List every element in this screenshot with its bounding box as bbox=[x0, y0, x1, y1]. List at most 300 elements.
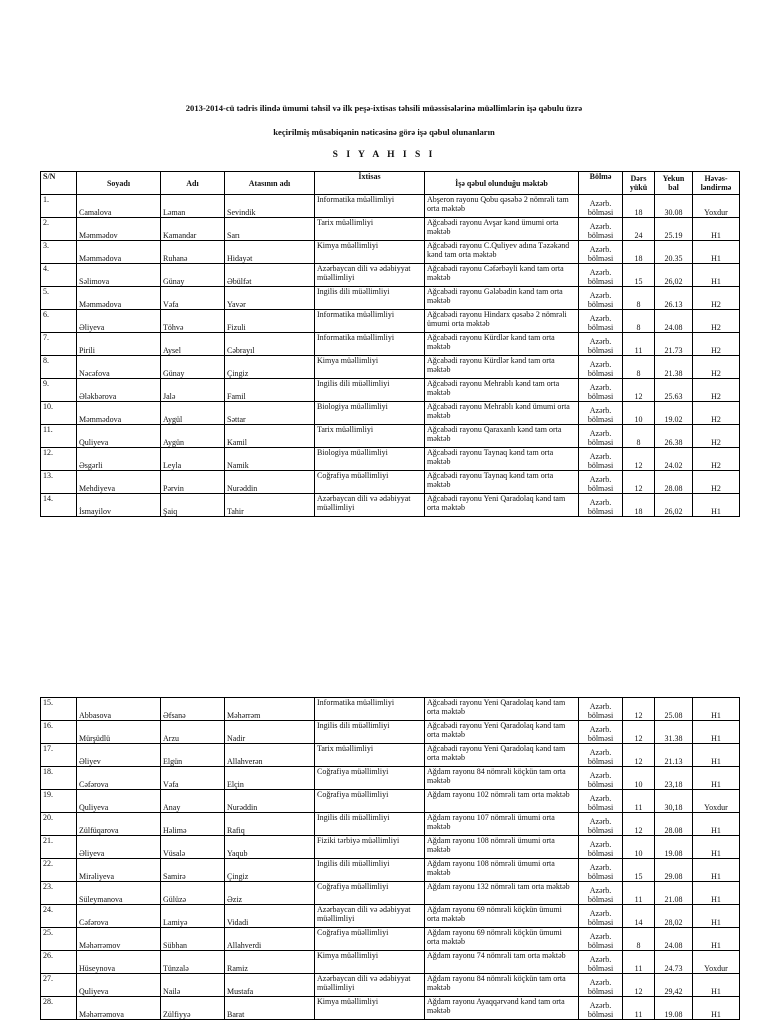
cell-sn: 1. bbox=[41, 195, 77, 218]
table-row bbox=[41, 721, 740, 744]
cell-mekteb: Ağcabədi rayonu Gələbədin kənd tam orta məktəb bbox=[425, 287, 579, 310]
cell-soyad: Məmmədova bbox=[77, 402, 161, 425]
cell-bolme-line-1: Azərb. bbox=[589, 748, 612, 757]
cell-bolme-line-1: Azərb. bbox=[589, 817, 612, 826]
table-row bbox=[41, 402, 740, 425]
cell-sn: 9. bbox=[41, 379, 77, 402]
cell-bolme-line-1: Azərb. bbox=[589, 909, 612, 918]
cell-bolme-line-1: Azərb. bbox=[589, 955, 612, 964]
cell-bolme bbox=[579, 241, 623, 264]
cell-ders: 15 bbox=[623, 859, 655, 882]
cell-heves: H1 bbox=[693, 698, 740, 721]
cell-sn: 12. bbox=[41, 448, 77, 471]
table-row bbox=[41, 882, 740, 905]
cell-heves: Yoxdur bbox=[693, 951, 740, 974]
cell-mekteb: Ağcabədi rayonu Cəfərbəyli kənd tam orta məktəb bbox=[425, 264, 579, 287]
cell-soyad: Əliyev bbox=[77, 744, 161, 767]
cell-ata: Barat bbox=[225, 997, 315, 1020]
cell-soyad: Quliyeva bbox=[77, 974, 161, 997]
cell-ad: Samirə bbox=[161, 859, 225, 882]
cell-bal: 24.73 bbox=[655, 951, 693, 974]
cell-ders: 10 bbox=[623, 767, 655, 790]
cell-ixtisas: Azərbaycan dili və ədəbiyyat müəllimliyi bbox=[315, 974, 425, 997]
cell-mekteb: Ağcabədi rayonu Yeni Qaradolaq kənd tam orta məktəb bbox=[425, 494, 579, 517]
cell-mekteb: Abşeron rayonu Qobu qəsəbə 2 nömrəli tam orta məktəb bbox=[425, 195, 579, 218]
cell-soyad: Əliyeva bbox=[77, 310, 161, 333]
cell-soyad: Quliyeva bbox=[77, 790, 161, 813]
cell-heves: H1 bbox=[693, 859, 740, 882]
cell-mekteb: Ağcabədi rayonu Hindarx qəsəbə 2 nömrəli ümumi orta məktəb bbox=[425, 310, 579, 333]
cell-ders: 8 bbox=[623, 310, 655, 333]
cell-sn: 27. bbox=[41, 974, 77, 997]
cell-heves: H2 bbox=[693, 471, 740, 494]
cell-bolme-line-2: bölməsi bbox=[587, 734, 614, 743]
cell-ata: Çingiz bbox=[225, 859, 315, 882]
cell-ders: 8 bbox=[623, 287, 655, 310]
cell-soyad: Hüseynova bbox=[77, 951, 161, 974]
cell-bolme bbox=[579, 859, 623, 882]
cell-ata: Allahverdi bbox=[225, 928, 315, 951]
cell-mekteb: Ağcabədi rayonu Mehrablı kənd tam orta məktəb bbox=[425, 379, 579, 402]
table-row bbox=[41, 790, 740, 813]
cell-bolme-line-2: bölməsi bbox=[587, 987, 614, 996]
cell-sn: 23. bbox=[41, 882, 77, 905]
cell-bolme-line-1: Azərb. bbox=[589, 406, 612, 415]
cell-soyad: Məhərrəmova bbox=[77, 997, 161, 1020]
cell-ixtisas: Fiziki tərbiyə müəllimliyi bbox=[315, 836, 425, 859]
table-row bbox=[41, 767, 740, 790]
table-header-row bbox=[41, 172, 740, 195]
cell-bolme-line-1: Azərb. bbox=[589, 840, 612, 849]
cell-soyad: Cəfərova bbox=[77, 905, 161, 928]
cell-heves: H1 bbox=[693, 813, 740, 836]
cell-heves: H2 bbox=[693, 402, 740, 425]
cell-ad: Töhvə bbox=[161, 310, 225, 333]
col-header-yekun bbox=[655, 172, 693, 195]
cell-ata: Sarı bbox=[225, 218, 315, 241]
cell-sn: 28. bbox=[41, 997, 77, 1020]
cell-ders: 15 bbox=[623, 264, 655, 287]
table-row bbox=[41, 698, 740, 721]
cell-bolme bbox=[579, 974, 623, 997]
cell-ata: Namik bbox=[225, 448, 315, 471]
cell-soyad: Məhərrəmov bbox=[77, 928, 161, 951]
cell-bolme-line-1: Azərb. bbox=[589, 314, 612, 323]
cell-bal: 26,02 bbox=[655, 264, 693, 287]
cell-sn: 8. bbox=[41, 356, 77, 379]
cell-soyad: Nəcəfova bbox=[77, 356, 161, 379]
cell-bolme-line-2: bölməsi bbox=[587, 461, 614, 470]
cell-ata: Ramiz bbox=[225, 951, 315, 974]
cell-bolme bbox=[579, 218, 623, 241]
cell-ata: Məhərrəm bbox=[225, 698, 315, 721]
cell-ad: Əfsanə bbox=[161, 698, 225, 721]
cell-bolme-line-2: bölməsi bbox=[587, 392, 614, 401]
cell-bolme-line-2: bölməsi bbox=[587, 1010, 614, 1019]
cell-bolme bbox=[579, 402, 623, 425]
cell-sn: 17. bbox=[41, 744, 77, 767]
cell-bolme-line-2: bölməsi bbox=[587, 346, 614, 355]
cell-ixtisas: Ingilis dili müəllimliyi bbox=[315, 287, 425, 310]
cell-soyad: Mirəliyeva bbox=[77, 859, 161, 882]
cell-bolme-line-1: Azərb. bbox=[589, 245, 612, 254]
cell-sn: 24. bbox=[41, 905, 77, 928]
cell-bolme-line-2: bölməsi bbox=[587, 872, 614, 881]
cell-ixtisas: Informatika müəllimliyi bbox=[315, 333, 425, 356]
table-row bbox=[41, 264, 740, 287]
cell-bolme-line-1: Azərb. bbox=[589, 475, 612, 484]
cell-bolme bbox=[579, 813, 623, 836]
cell-bolme bbox=[579, 471, 623, 494]
cell-heves: H1 bbox=[693, 836, 740, 859]
cell-ixtisas: Kimya müəllimliyi bbox=[315, 356, 425, 379]
cell-sn: 3. bbox=[41, 241, 77, 264]
cell-bal: 28.08 bbox=[655, 813, 693, 836]
cell-ixtisas: Azərbaycan dili və ədəbiyyat müəllimliyi bbox=[315, 494, 425, 517]
cell-bolme-line-2: bölməsi bbox=[587, 484, 614, 493]
cell-bal: 19.08 bbox=[655, 997, 693, 1020]
cell-bolme-line-2: bölməsi bbox=[587, 369, 614, 378]
cell-bolme-line-1: Azərb. bbox=[589, 932, 612, 941]
cell-ad: Aygün bbox=[161, 425, 225, 448]
cell-bolme bbox=[579, 379, 623, 402]
cell-ders: 18 bbox=[623, 195, 655, 218]
cell-bal: 25.08 bbox=[655, 698, 693, 721]
cell-mekteb: Ağdam rayonu 74 nömrəli tam orta məktəb bbox=[425, 951, 579, 974]
cell-bolme-line-1: Azərb. bbox=[589, 794, 612, 803]
cell-ad: Sübhan bbox=[161, 928, 225, 951]
cell-bolme-line-2: bölməsi bbox=[587, 941, 614, 950]
cell-bal: 30.08 bbox=[655, 195, 693, 218]
cell-bal: 26.38 bbox=[655, 425, 693, 448]
cell-mekteb: Ağdam rayonu 69 nömrəli köçkün ümumi orta məktəb bbox=[425, 905, 579, 928]
cell-ixtisas: Biologiya müəllimliyi bbox=[315, 402, 425, 425]
cell-ad: Şaiq bbox=[161, 494, 225, 517]
cell-bal: 24.02 bbox=[655, 448, 693, 471]
cell-ata: Əbülfət bbox=[225, 264, 315, 287]
cell-soyad: Camalova bbox=[77, 195, 161, 218]
cell-mekteb: Ağcabədi rayonu Yeni Qaradolaq kənd tam orta məktəb bbox=[425, 698, 579, 721]
cell-bolme-line-2: bölməsi bbox=[587, 826, 614, 835]
cell-ad: Leyla bbox=[161, 448, 225, 471]
cell-heves: H2 bbox=[693, 333, 740, 356]
cell-mekteb: Ağdam rayonu 108 nömrəli ümumi orta məktəb bbox=[425, 859, 579, 882]
cell-bolme bbox=[579, 721, 623, 744]
cell-bolme-line-1: Azərb. bbox=[589, 222, 612, 231]
table-row bbox=[41, 859, 740, 882]
cell-ders: 24 bbox=[623, 218, 655, 241]
cell-soyad: Mürşüdlü bbox=[77, 721, 161, 744]
cell-ders: 14 bbox=[623, 905, 655, 928]
cell-soyad: İsmayilov bbox=[77, 494, 161, 517]
cell-ixtisas: Coğrafiya müəllimliyi bbox=[315, 767, 425, 790]
cell-ders: 12 bbox=[623, 448, 655, 471]
cell-ata: Yavər bbox=[225, 287, 315, 310]
cell-sn: 10. bbox=[41, 402, 77, 425]
cell-bolme bbox=[579, 448, 623, 471]
cell-ixtisas: Coğrafiya müəllimliyi bbox=[315, 471, 425, 494]
cell-ad: Kamandar bbox=[161, 218, 225, 241]
col-header-mekteb: İşə qəbul olunduğu məktəb bbox=[425, 172, 579, 195]
cell-ders: 12 bbox=[623, 813, 655, 836]
cell-heves: H1 bbox=[693, 218, 740, 241]
cell-bolme-line-1: Azərb. bbox=[589, 452, 612, 461]
cell-ad: Jalə bbox=[161, 379, 225, 402]
cell-bal: 21.13 bbox=[655, 744, 693, 767]
cell-bolme-line-1: Azərb. bbox=[589, 702, 612, 711]
cell-bolme bbox=[579, 882, 623, 905]
table-row bbox=[41, 425, 740, 448]
cell-mekteb: Ağdam rayonu 132 nömrəli tam orta məktəb bbox=[425, 882, 579, 905]
cell-ders: 8 bbox=[623, 928, 655, 951]
table-row bbox=[41, 448, 740, 471]
cell-ixtisas: Ingilis dili müəllimliyi bbox=[315, 813, 425, 836]
cell-ata: Famil bbox=[225, 379, 315, 402]
cell-mekteb: Ağdam rayonu Ayaqqərvənd kənd tam orta məktəb bbox=[425, 997, 579, 1020]
cell-sn: 6. bbox=[41, 310, 77, 333]
table-row bbox=[41, 471, 740, 494]
cell-ders: 11 bbox=[623, 333, 655, 356]
col-header-ixtisas: İxtisas bbox=[315, 172, 425, 195]
cell-bal: 29.08 bbox=[655, 859, 693, 882]
cell-ata: Yaqub bbox=[225, 836, 315, 859]
cell-mekteb: Ağcabədi rayonu Mehrablı kənd ümumi orta məktəb bbox=[425, 402, 579, 425]
cell-bolme-line-2: bölməsi bbox=[587, 780, 614, 789]
cell-heves: H2 bbox=[693, 448, 740, 471]
cell-soyad: Cəfərova bbox=[77, 767, 161, 790]
col-header-ad: Adı bbox=[161, 172, 225, 195]
table-row bbox=[41, 287, 740, 310]
cell-ders: 11 bbox=[623, 882, 655, 905]
cell-ixtisas: Coğrafiya müəllimliyi bbox=[315, 790, 425, 813]
table-row bbox=[41, 744, 740, 767]
cell-ders: 18 bbox=[623, 241, 655, 264]
cell-ders: 8 bbox=[623, 356, 655, 379]
table-body-page-1 bbox=[41, 195, 740, 517]
cell-ad: Tünzalə bbox=[161, 951, 225, 974]
cell-ad: Həlimə bbox=[161, 813, 225, 836]
cell-bolme-line-2: bölməsi bbox=[587, 964, 614, 973]
cell-bolme bbox=[579, 310, 623, 333]
cell-ixtisas: Biologiya müəllimliyi bbox=[315, 448, 425, 471]
cell-heves: H1 bbox=[693, 241, 740, 264]
cell-bal: 19.08 bbox=[655, 836, 693, 859]
cell-bolme bbox=[579, 905, 623, 928]
cell-ad: Ləman bbox=[161, 195, 225, 218]
cell-ata: Çingiz bbox=[225, 356, 315, 379]
cell-bolme-line-2: bölməsi bbox=[587, 254, 614, 263]
cell-mekteb: Ağcabədi rayonu Kürdlər kənd tam orta məktəb bbox=[425, 356, 579, 379]
cell-bal: 20.35 bbox=[655, 241, 693, 264]
cell-bal: 21.73 bbox=[655, 333, 693, 356]
cell-bolme-line-2: bölməsi bbox=[587, 711, 614, 720]
table-row bbox=[41, 310, 740, 333]
cell-ata: Mustafa bbox=[225, 974, 315, 997]
table-row bbox=[41, 905, 740, 928]
cell-bolme-line-1: Azərb. bbox=[589, 360, 612, 369]
cell-bal: 21.38 bbox=[655, 356, 693, 379]
cell-bal: 25.19 bbox=[655, 218, 693, 241]
table-row bbox=[41, 333, 740, 356]
cell-ixtisas: Azərbaycan dili və ədəbiyyat müəllimliyi bbox=[315, 264, 425, 287]
cell-ad: Vəfa bbox=[161, 287, 225, 310]
cell-heves: H1 bbox=[693, 974, 740, 997]
cell-ata: Sevindik bbox=[225, 195, 315, 218]
cell-soyad: Pirili bbox=[77, 333, 161, 356]
cell-ad: Arzu bbox=[161, 721, 225, 744]
cell-ixtisas: Ingilis dili müəllimliyi bbox=[315, 859, 425, 882]
cell-ders: 11 bbox=[623, 997, 655, 1020]
col-header-yekun-1: Yekun bbox=[662, 174, 685, 183]
cell-bolme bbox=[579, 425, 623, 448]
cell-bal: 30,18 bbox=[655, 790, 693, 813]
cell-mekteb: Ağdam rayonu 107 nömrəli ümumi orta məktəb bbox=[425, 813, 579, 836]
cell-heves: H2 bbox=[693, 379, 740, 402]
cell-soyad: Səlimova bbox=[77, 264, 161, 287]
table-row bbox=[41, 379, 740, 402]
cell-ders: 11 bbox=[623, 951, 655, 974]
cell-heves: H2 bbox=[693, 356, 740, 379]
cell-soyad: Ələkbərova bbox=[77, 379, 161, 402]
cell-bal: 29,42 bbox=[655, 974, 693, 997]
title-line-2: keçirilmiş müsabiqənin nəticəsinə görə işə qəbul olunanların bbox=[273, 127, 495, 137]
cell-bolme bbox=[579, 744, 623, 767]
cell-sn: 5. bbox=[41, 287, 77, 310]
table-row bbox=[41, 997, 740, 1020]
cell-bolme-line-2: bölməsi bbox=[587, 415, 614, 424]
table-row bbox=[41, 836, 740, 859]
cell-ixtisas: Tarix müəllimliyi bbox=[315, 425, 425, 448]
cell-ixtisas: Coğrafiya müəllimliyi bbox=[315, 928, 425, 951]
cell-soyad: Süleymanova bbox=[77, 882, 161, 905]
title-line-1: 2013-2014-cü tədris ilində ümumi təhsil və ilk peşə-ixtisas təhsili müəssisələrinə müəllimlərin işə qəbulu üzrə bbox=[185, 103, 583, 113]
cell-ders: 12 bbox=[623, 698, 655, 721]
cell-ders: 12 bbox=[623, 379, 655, 402]
cell-ixtisas: Tarix müəllimliyi bbox=[315, 744, 425, 767]
cell-bolme-line-1: Azərb. bbox=[589, 978, 612, 987]
cell-ata: Əziz bbox=[225, 882, 315, 905]
cell-sn: 18. bbox=[41, 767, 77, 790]
cell-bolme-line-2: bölməsi bbox=[587, 438, 614, 447]
cell-ata: Allahverən bbox=[225, 744, 315, 767]
cell-bolme bbox=[579, 767, 623, 790]
col-header-soyad: Soyadı bbox=[77, 172, 161, 195]
cell-ad: Ruhanə bbox=[161, 241, 225, 264]
cell-ad: Aygül bbox=[161, 402, 225, 425]
cell-bolme bbox=[579, 997, 623, 1020]
cell-ders: 18 bbox=[623, 494, 655, 517]
col-header-ata: Atasının adı bbox=[225, 172, 315, 195]
cell-sn: 22. bbox=[41, 859, 77, 882]
cell-sn: 16. bbox=[41, 721, 77, 744]
cell-ders: 8 bbox=[623, 425, 655, 448]
cell-sn: 15. bbox=[41, 698, 77, 721]
col-header-ders-1: Dərs bbox=[630, 174, 647, 183]
cell-ixtisas: Informatika müəllimliyi bbox=[315, 195, 425, 218]
cell-soyad: Əliyeva bbox=[77, 836, 161, 859]
cell-heves: H1 bbox=[693, 494, 740, 517]
cell-bolme bbox=[579, 698, 623, 721]
cell-ata: Fizuli bbox=[225, 310, 315, 333]
cell-sn: 11. bbox=[41, 425, 77, 448]
cell-mekteb: Ağcabədi rayonu Taynaq kənd tam orta məktəb bbox=[425, 471, 579, 494]
cell-bolme-line-1: Azərb. bbox=[589, 863, 612, 872]
cell-ata: Səttar bbox=[225, 402, 315, 425]
cell-bal: 23,18 bbox=[655, 767, 693, 790]
cell-mekteb: Ağcabədi rayonu Taynaq kənd tam orta məktəb bbox=[425, 448, 579, 471]
cell-mekteb: Ağdam rayonu 108 nömrəli ümumi orta məktəb bbox=[425, 836, 579, 859]
cell-ders: 12 bbox=[623, 471, 655, 494]
cell-sn: 14. bbox=[41, 494, 77, 517]
cell-heves: H1 bbox=[693, 997, 740, 1020]
cell-ders: 12 bbox=[623, 974, 655, 997]
cell-bolme-line-1: Azərb. bbox=[589, 429, 612, 438]
cell-ders: 12 bbox=[623, 744, 655, 767]
cell-bolme bbox=[579, 951, 623, 974]
col-header-ders-2: yükü bbox=[629, 183, 648, 192]
cell-ata: Elçin bbox=[225, 767, 315, 790]
cell-bolme-line-2: bölməsi bbox=[587, 231, 614, 240]
cell-bolme bbox=[579, 494, 623, 517]
table-row bbox=[41, 928, 740, 951]
cell-heves: H2 bbox=[693, 310, 740, 333]
cell-bolme-line-1: Azərb. bbox=[589, 725, 612, 734]
table-row bbox=[41, 356, 740, 379]
cell-bal: 26.13 bbox=[655, 287, 693, 310]
cell-bal: 31.38 bbox=[655, 721, 693, 744]
cell-ad: Aysel bbox=[161, 333, 225, 356]
cell-sn: 20. bbox=[41, 813, 77, 836]
table-row bbox=[41, 241, 740, 264]
cell-bolme-line-2: bölməsi bbox=[587, 208, 614, 217]
col-header-heves-2: ləndirmə bbox=[700, 183, 732, 192]
col-header-bolme: Bölmə bbox=[579, 172, 623, 195]
cell-soyad: Mehdiyeva bbox=[77, 471, 161, 494]
cell-soyad: Məmmədov bbox=[77, 218, 161, 241]
cell-ixtisas: Informatika müəllimliyi bbox=[315, 310, 425, 333]
cell-bolme-line-2: bölməsi bbox=[587, 803, 614, 812]
table-body-page-2 bbox=[41, 698, 740, 1020]
cell-mekteb: Ağdam rayonu 69 nömrəli köçkün ümumi orta məktəb bbox=[425, 928, 579, 951]
cell-heves: H1 bbox=[693, 264, 740, 287]
cell-mekteb: Ağdam rayonu 102 nömrəli tam orta məktəb bbox=[425, 790, 579, 813]
col-header-heves-1: Həvəs- bbox=[704, 174, 728, 183]
cell-soyad: Əsgərli bbox=[77, 448, 161, 471]
col-header-sn: S/N bbox=[41, 172, 77, 195]
cell-bolme-line-2: bölməsi bbox=[587, 323, 614, 332]
cell-soyad: Məmmədova bbox=[77, 241, 161, 264]
cell-bolme-line-1: Azərb. bbox=[589, 498, 612, 507]
cell-ders: 10 bbox=[623, 402, 655, 425]
cell-mekteb: Ağcabədi rayonu Yeni Qaradolaq kənd tam orta məktəb bbox=[425, 721, 579, 744]
cell-ata: Tahir bbox=[225, 494, 315, 517]
cell-heves: H1 bbox=[693, 744, 740, 767]
cell-ata: Kamil bbox=[225, 425, 315, 448]
cell-heves: H1 bbox=[693, 767, 740, 790]
cell-bolme-line-1: Azərb. bbox=[589, 291, 612, 300]
cell-mekteb: Ağcabədi rayonu Kürdlər kənd tam orta məktəb bbox=[425, 333, 579, 356]
cell-bolme bbox=[579, 287, 623, 310]
cell-ad: Vəfa bbox=[161, 767, 225, 790]
cell-ixtisas: Informatika müəllimliyi bbox=[315, 698, 425, 721]
cell-ata: Cəbrayıl bbox=[225, 333, 315, 356]
cell-soyad: Məmmədova bbox=[77, 287, 161, 310]
cell-heves: Yoxdur bbox=[693, 195, 740, 218]
cell-soyad: Zülfüqarova bbox=[77, 813, 161, 836]
cell-bolme-line-1: Azərb. bbox=[589, 268, 612, 277]
cell-heves: H1 bbox=[693, 905, 740, 928]
cell-bal: 19.02 bbox=[655, 402, 693, 425]
